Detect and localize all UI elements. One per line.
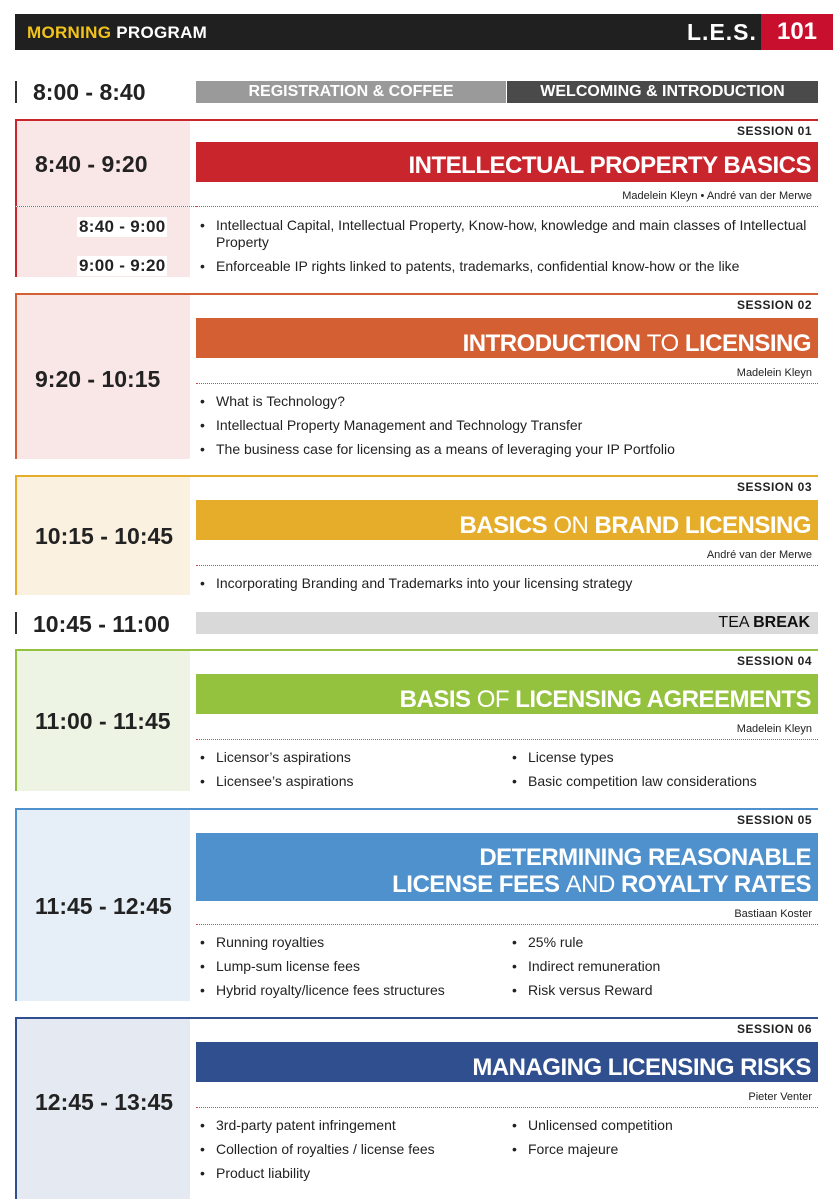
dotted-divider (196, 565, 818, 566)
session-02 (15, 293, 818, 459)
title-part: ROYALTY RATES (621, 871, 811, 898)
session-left-line (15, 649, 17, 791)
bullet-item: • Force majeure (528, 1141, 618, 1158)
session-number (737, 480, 812, 494)
bullet-item: • The business case for licensing as a means of leveraging your IP Portfolio (216, 441, 675, 458)
session-speakers: André van der Merwe (706, 549, 812, 561)
bullet-item: • Risk versus Reward (528, 982, 652, 999)
title-line-1: DETERMINING REASONABLE (479, 844, 811, 871)
program-title (27, 23, 207, 43)
session-tint (15, 119, 190, 277)
session-time: 10:15 - 10:45 (35, 523, 174, 549)
session-left-line (15, 1017, 17, 1199)
session-number-value: 06 (797, 1022, 812, 1036)
session-time: 11:45 - 12:45 (35, 893, 172, 919)
title-part: BRAND LICENSING (594, 512, 811, 539)
session-top-line (15, 649, 818, 651)
session-number-value: 05 (797, 813, 812, 827)
subtime-1: 8:40 - 9:00 (79, 217, 166, 236)
session-speakers: Madelein Kleyn • André van der Merwe (622, 190, 812, 202)
session-number (737, 654, 812, 668)
bullet-item: • Unlicensed competition (528, 1117, 673, 1134)
session-top-line (15, 119, 818, 121)
session-title (196, 318, 818, 358)
tea-time: 10:45 - 11:00 (33, 611, 170, 637)
session-time: 12:45 - 13:45 (35, 1089, 174, 1115)
session-time: 11:00 - 11:45 (35, 708, 171, 734)
session-label: SESSION (736, 480, 794, 494)
session-left-line (15, 119, 17, 277)
title-part: INTRODUCTION (462, 330, 641, 357)
tea-label: TEA (718, 614, 749, 631)
program-title-accent: MORNING (27, 23, 112, 42)
bullet-item: • 3rd-party patent infringement (216, 1117, 396, 1134)
bullet-item: • Intellectual Capital, Intellectual Property, Know-how, knowledge and main classes of Intellectual Property (216, 217, 816, 251)
bullet-item: • Enforceable IP rights linked to patents, trademarks, confidential know-how or the like (216, 258, 816, 275)
session-number-value: 04 (797, 654, 812, 668)
session-top-line (15, 475, 818, 477)
program-title-rest: PROGRAM (116, 23, 208, 42)
session-number (737, 1022, 812, 1036)
session-number-value: 02 (797, 298, 812, 312)
bullet-item: • Licensee’s aspirations (216, 773, 354, 790)
session-top-line (15, 808, 818, 810)
bullet-item: • Lump-sum license fees (216, 958, 360, 975)
session-speakers: Bastiaan Koster (734, 908, 812, 920)
session-title: MANAGING LICENSING RISKS (196, 1042, 818, 1082)
opening-row (15, 79, 818, 105)
session-top-line (15, 1017, 818, 1019)
dotted-divider (196, 383, 818, 384)
session-number-value: 01 (797, 124, 812, 138)
time-marker (15, 612, 17, 634)
session-label: SESSION (736, 298, 794, 312)
session-05 (15, 808, 818, 1001)
welcome-bar: WELCOMING & INTRODUCTION (507, 81, 818, 103)
bullet-item: • License types (528, 749, 614, 766)
session-06 (15, 1017, 818, 1199)
bullet-item: • Indirect remuneration (528, 958, 660, 975)
title-line-2 (196, 871, 811, 898)
break-label: BREAK (753, 614, 810, 631)
session-title: INTELLECTUAL PROPERTY BASICS (196, 142, 818, 182)
tea-break-bar (196, 612, 818, 634)
session-label: SESSION (736, 1022, 794, 1036)
bullet-item: • Product liability (216, 1165, 310, 1182)
title-part: BASICS (459, 512, 548, 539)
bullet-item: • Collection of royalties / license fees (216, 1141, 435, 1158)
session-top-line (15, 293, 818, 295)
session-left-line (15, 293, 17, 459)
dotted-divider-left (15, 206, 196, 207)
time-marker (15, 81, 17, 103)
course-number: 101 (761, 14, 833, 50)
session-number-value: 03 (797, 480, 812, 494)
session-03 (15, 475, 818, 595)
opening-time: 8:00 - 8:40 (33, 79, 146, 105)
session-time: 8:40 - 9:20 (35, 151, 148, 177)
dotted-divider (196, 206, 818, 207)
session-04 (15, 649, 818, 791)
program-header (15, 14, 818, 50)
session-number (737, 124, 812, 138)
title-part: LICENSE FEES (392, 871, 560, 898)
title-part: LICENSING (684, 330, 811, 357)
bullet-item: • What is Technology? (216, 393, 345, 410)
session-title (196, 674, 818, 714)
title-part: ON (553, 512, 589, 539)
session-label: SESSION (736, 124, 794, 138)
dotted-divider (196, 1107, 818, 1108)
bullet-item: • Hybrid royalty/licence fees structures (216, 982, 445, 999)
tea-break-row (15, 610, 818, 636)
session-title (196, 833, 818, 901)
session-left-line (15, 475, 17, 595)
session-title (196, 500, 818, 540)
dotted-divider (196, 739, 818, 740)
org-name: L.E.S. (687, 19, 757, 45)
session-left-line (15, 808, 17, 1001)
title-part: LICENSING AGREEMENTS (515, 686, 811, 713)
bullet-item: • Running royalties (216, 934, 324, 951)
session-label: SESSION (736, 654, 794, 668)
title-part: AND (565, 871, 615, 898)
title-part: BASIS (399, 686, 471, 713)
session-speakers: Pieter Venter (748, 1091, 812, 1103)
bullet-item: • Incorporating Branding and Trademarks into your licensing strategy (216, 575, 632, 592)
dotted-divider (196, 924, 818, 925)
session-number (737, 298, 812, 312)
title-part: OF (476, 686, 510, 713)
bullet-item: • Basic competition law considerations (528, 773, 757, 790)
session-time: 9:20 - 10:15 (35, 366, 161, 392)
registration-bar: REGISTRATION & COFFEE (196, 81, 506, 103)
session-speakers: Madelein Kleyn (736, 723, 812, 735)
subtime-2: 9:00 - 9:20 (79, 256, 166, 275)
session-number (737, 813, 812, 827)
title-part: TO (646, 330, 679, 357)
session-speakers: Madelein Kleyn (736, 367, 812, 379)
bullet-item: • Intellectual Property Management and Technology Transfer (216, 417, 582, 434)
session-01 (15, 119, 818, 277)
bullet-item: • Licensor’s aspirations (216, 749, 351, 766)
session-label: SESSION (736, 813, 794, 827)
bullet-item: • 25% rule (528, 934, 583, 951)
